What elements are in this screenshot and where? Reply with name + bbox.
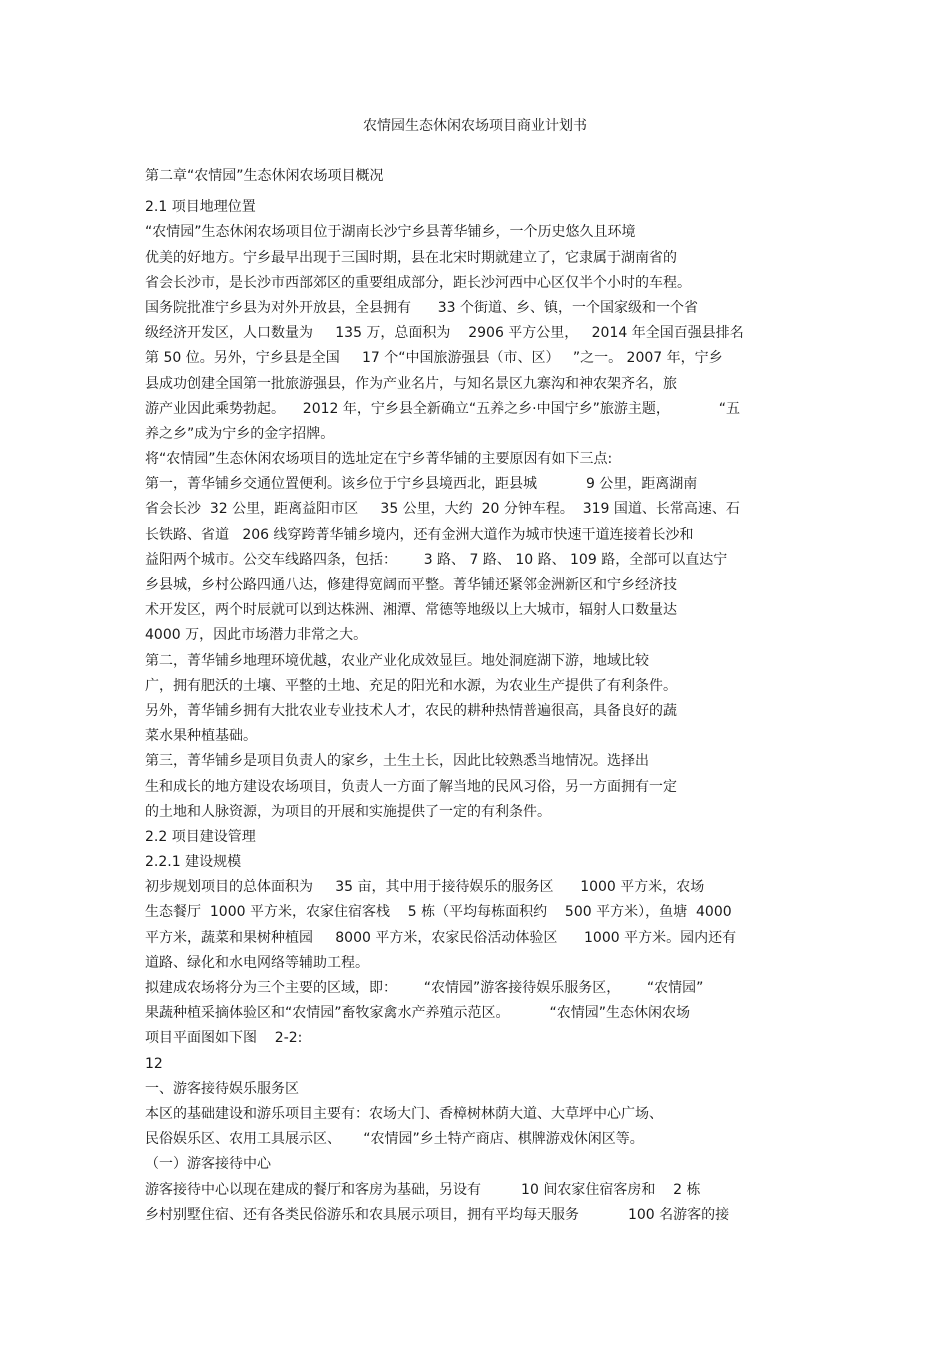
text-line: 果蔬种植采摘体验区和“农情园”畜牧家禽水产养殖示范区。 “农情园”生态休闲农场 — [145, 1005, 691, 1022]
text-line: 的土地和人脉资源，为项目的开展和实施提供了一定的有利条件。 — [145, 803, 551, 820]
text-line: 本区的基础建设和游乐项目主要有：农场大门、香樟树林荫大道、大草坪中心广场、 — [145, 1105, 663, 1122]
text-line: 平方米，蔬菜和果树种植园 8000 平方米，农家民俗活动体验区 1000 平方米。园内还有 — [145, 929, 737, 946]
text-line: 将“农情园”生态休闲农场项目的选址定在宁乡菁华铺的主要原因有如下三点: — [145, 451, 613, 468]
text-line: 省会长沙 32 公里，距离益阳市区 35 公里，大约 20 分钟车程。 319 国道、长常高速、石 — [145, 501, 740, 518]
text-line: 乡村别墅住宿、还有各类民俗游乐和农具展示项目，拥有平均每天服务 100 名游客的接 — [145, 1206, 730, 1223]
text-line: 生态餐厅 1000 平方米，农家住宿客栈 5 栋（平均每栋面积约 500 平方米），鱼塘 4000 — [145, 904, 732, 921]
text-line: （一）游客接待中心 — [145, 1156, 271, 1173]
text-line: 养之乡”成为宁乡的金字招牌。 — [145, 425, 335, 442]
text-line: 拟建成农场将分为三个主要的区域，即： “农情园”游客接待娱乐服务区， “农情园” — [145, 980, 704, 996]
text-line: 12 — [145, 1055, 163, 1072]
text-line: 2.1 项目地理位置 — [145, 199, 256, 216]
document-title: 农情园生态休闲农场项目商业计划书 — [363, 118, 587, 134]
text-line: 级经济开发区，人口数量为 135 万，总面积为 2906 平方公里， 2014 年全国百强县排名 — [145, 325, 744, 342]
text-line: 道路、绿化和水电网络等辅助工程。 — [145, 954, 369, 971]
text-line: 优美的好地方。宁乡最早出现于三国时期，县在北宋时期就建立了，它隶属于湖南省的 — [145, 249, 677, 266]
text-line: 另外，菁华铺乡拥有大批农业专业技术人才，农民的耕种热情普遍很高，具备良好的蔬 — [145, 702, 677, 719]
text-line: 乡县城，乡村公路四通八达，修建得宽阔而平整。菁华铺还紧邻金洲新区和宁乡经济技 — [145, 577, 677, 593]
text-line: 第三，菁华铺乡是项目负责人的家乡，土生土长，因此比较熟悉当地情况。选择出 — [145, 753, 649, 770]
text-line: 生和成长的地方建设农场项目，负责人一方面了解当地的民风习俗，另一方面拥有一定 — [145, 778, 677, 795]
text-line: 益阳两个城市。公交车线路四条，包括： 3 路、 7 路、 10 路、 109 路，全部可以直达宁 — [145, 551, 728, 568]
text-line: “农情园”生态休闲农场项目位于湖南长沙宁乡县菁华铺乡，一个历史悠久且环境 — [145, 224, 636, 241]
text-line: 2.2 项目建设管理 — [145, 828, 256, 845]
text-line: 广，拥有肥沃的土壤、平整的土地、充足的阳光和水源，为农业生产提供了有利条件。 — [145, 677, 677, 694]
text-line: 长铁路、省道 206 线穿跨菁华铺乡境内，还有金洲大道作为城市快速干道连接着长沙和 — [145, 526, 694, 543]
text-line: 一、游客接待娱乐服务区 — [145, 1080, 299, 1097]
text-line: 省会长沙市，是长沙市西部郊区的重要组成部分，距长沙河西中心区仅半个小时的车程。 — [145, 274, 691, 291]
text-line: 国务院批准宁乡县为对外开放县，全县拥有 33 个街道、乡、镇，一个国家级和一个省 — [145, 299, 698, 316]
text-line: 第 50 位。另外，宁乡县是全国 17 个“中国旅游强县（市、区） ”之一。 2007 年，宁乡 — [145, 350, 723, 367]
text-line: 民俗娱乐区、农用工具展示区、 “农情园”乡土特产商店、棋牌游戏休闲区等。 — [145, 1131, 644, 1148]
text-line: 项目平面图如下图 2-2: — [145, 1030, 303, 1047]
text-line: 初步规划项目的总体面积为 35 亩，其中用于接待娱乐的服务区 1000 平方米，农场 — [145, 879, 705, 896]
text-line: 第二，菁华铺乡地理环境优越，农业产业化成效显巨。地处洞庭湖下游，地域比较 — [145, 652, 649, 669]
text-line: 4000 万，因此市场潜力非常之大。 — [145, 627, 368, 644]
text-line: 游客接待中心以现在建成的餐厅和客房为基础，另设有 10 间农家住宿客房和 2 栋 — [145, 1181, 701, 1198]
document-body — [145, 164, 805, 1228]
text-line: 术开发区，两个时辰就可以到达株洲、湘潭、常德等地级以上大城市，辐射人口数量达 — [145, 602, 677, 619]
text-line: 2.2.1 建设规模 — [145, 854, 242, 871]
text-line: 第二章“农情园”生态休闲农场项目概况 — [145, 168, 384, 184]
text-line: 游产业因此乘势勃起。 2012 年，宁乡县全新确立“五养之乡·中国宁乡”旅游主题， “五 — [145, 400, 741, 417]
text-line: 菜水果种植基础。 — [145, 728, 257, 745]
text-line: 县成功创建全国第一批旅游强县，作为产业名片，与知名景区九寨沟和神农架齐名，旅 — [145, 375, 677, 392]
text-line: 第一，菁华铺乡交通位置便利。该乡位于宁乡县境西北，距县城 9 公里，距离湖南 — [145, 476, 698, 493]
